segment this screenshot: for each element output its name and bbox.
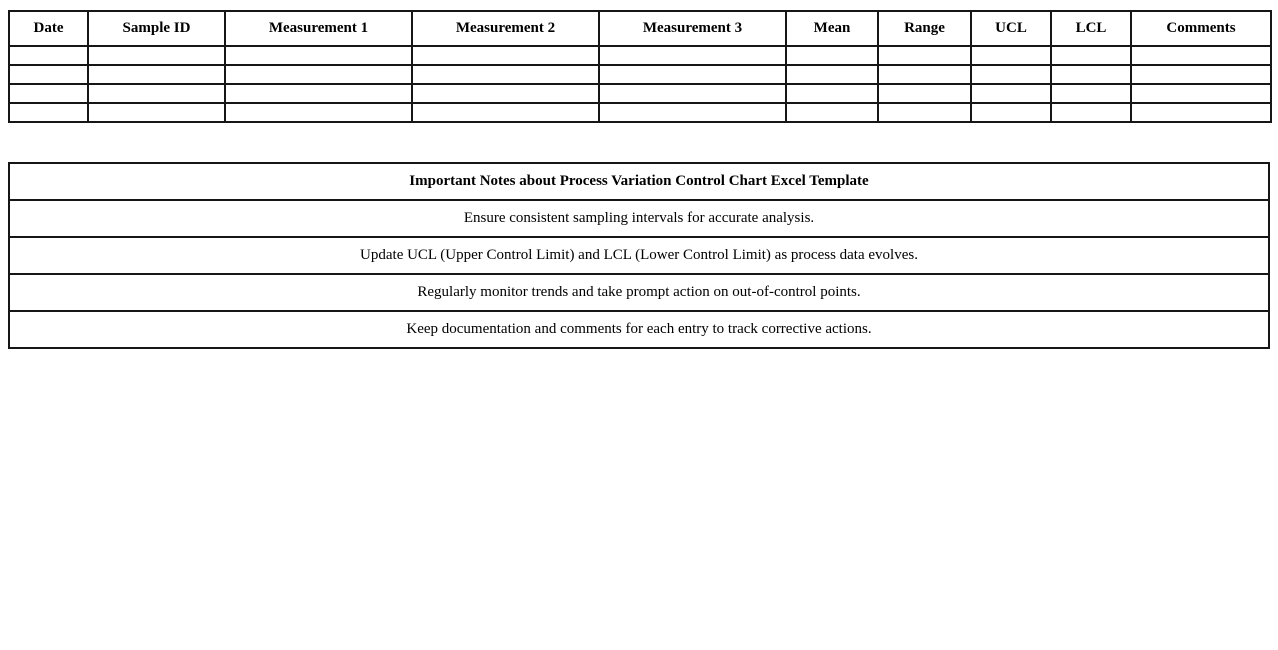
column-header-comments: Comments	[1131, 11, 1271, 46]
empty-cell	[1131, 46, 1271, 65]
table-row	[9, 65, 1271, 84]
column-header-date: Date	[9, 11, 88, 46]
empty-cell	[88, 65, 225, 84]
control-chart-data-table	[8, 10, 1272, 123]
empty-cell	[971, 46, 1051, 65]
empty-cell	[225, 65, 412, 84]
table-row	[9, 103, 1271, 122]
empty-cell	[786, 65, 878, 84]
empty-cell	[225, 84, 412, 103]
table-row	[9, 46, 1271, 65]
column-header-measurement-3: Measurement 3	[599, 11, 786, 46]
empty-cell	[786, 84, 878, 103]
empty-cell	[1051, 103, 1131, 122]
note-text: Regularly monitor trends and take prompt action on out-of-control points.	[9, 274, 1269, 311]
empty-cell	[1131, 84, 1271, 103]
important-notes-table	[8, 162, 1270, 349]
empty-cell	[225, 103, 412, 122]
empty-cell	[1051, 46, 1131, 65]
empty-cell	[878, 46, 971, 65]
note-row	[9, 311, 1269, 348]
empty-cell	[412, 103, 599, 122]
table-row	[9, 84, 1271, 103]
empty-cell	[1131, 103, 1271, 122]
empty-cell	[599, 65, 786, 84]
empty-cell	[88, 46, 225, 65]
note-text: Keep documentation and comments for each entry to track corrective actions.	[9, 311, 1269, 348]
empty-cell	[412, 65, 599, 84]
empty-cell	[971, 103, 1051, 122]
note-row	[9, 274, 1269, 311]
data-table-header	[9, 11, 1271, 46]
note-row	[9, 237, 1269, 274]
column-header-mean: Mean	[786, 11, 878, 46]
empty-cell	[878, 84, 971, 103]
note-text: Update UCL (Upper Control Limit) and LCL (Lower Control Limit) as process data evolves.	[9, 237, 1269, 274]
empty-cell	[1051, 84, 1131, 103]
column-header-ucl: UCL	[971, 11, 1051, 46]
empty-cell	[9, 103, 88, 122]
column-header-measurement-2: Measurement 2	[412, 11, 599, 46]
notes-title-row	[9, 163, 1269, 200]
data-table-body	[9, 46, 1271, 122]
empty-cell	[878, 65, 971, 84]
column-header-measurement-1: Measurement 1	[225, 11, 412, 46]
empty-cell	[599, 84, 786, 103]
empty-cell	[1051, 65, 1131, 84]
empty-cell	[9, 84, 88, 103]
empty-cell	[878, 103, 971, 122]
empty-cell	[412, 46, 599, 65]
empty-cell	[1131, 65, 1271, 84]
empty-cell	[971, 84, 1051, 103]
data-table-header-row	[9, 11, 1271, 46]
column-header-range: Range	[878, 11, 971, 46]
note-text: Ensure consistent sampling intervals for accurate analysis.	[9, 200, 1269, 237]
empty-cell	[225, 46, 412, 65]
empty-cell	[88, 103, 225, 122]
empty-cell	[88, 84, 225, 103]
empty-cell	[786, 103, 878, 122]
notes-title: Important Notes about Process Variation Control Chart Excel Template	[9, 163, 1269, 200]
empty-cell	[971, 65, 1051, 84]
notes-table-body	[9, 163, 1269, 348]
note-row	[9, 200, 1269, 237]
empty-cell	[786, 46, 878, 65]
empty-cell	[9, 46, 88, 65]
column-header-sample-id: Sample ID	[88, 11, 225, 46]
empty-cell	[599, 46, 786, 65]
empty-cell	[9, 65, 88, 84]
empty-cell	[599, 103, 786, 122]
column-header-lcl: LCL	[1051, 11, 1131, 46]
empty-cell	[412, 84, 599, 103]
